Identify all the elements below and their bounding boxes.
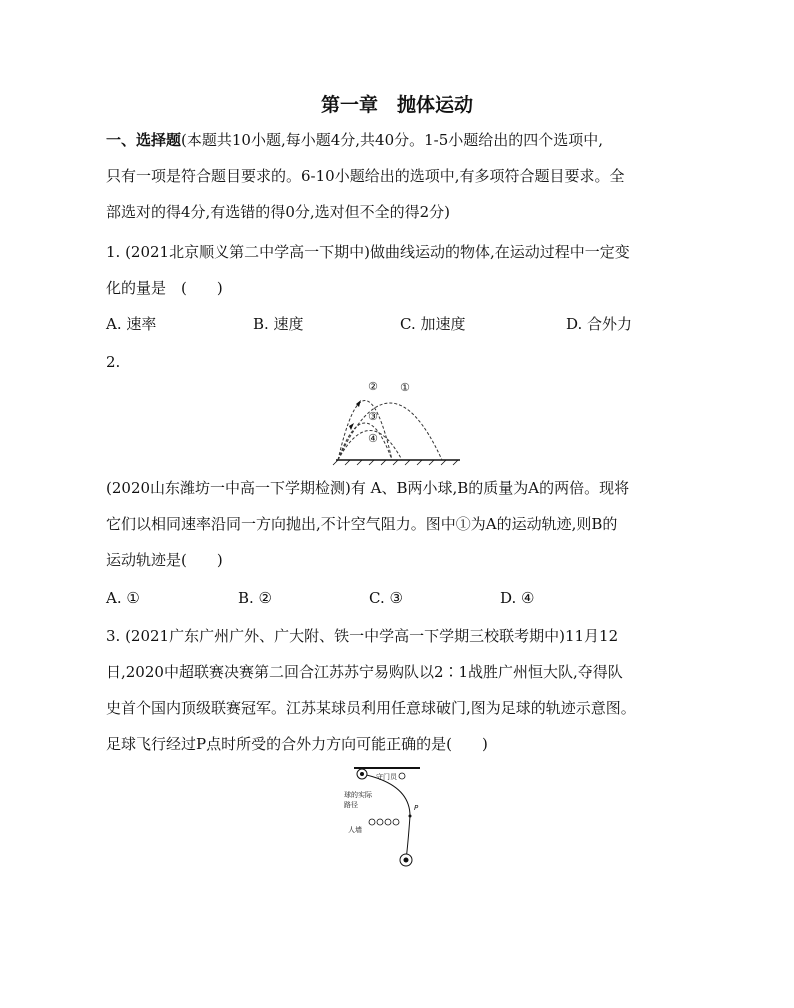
q2-number: 2. — [106, 353, 121, 371]
q3-point-label: P — [414, 804, 419, 812]
q2-label-1: ① — [400, 381, 410, 394]
q3-stem-1: 3. (2021广东广州广外、广大附、铁一中学高一下学期三校联考期中)11月12 — [106, 627, 619, 645]
q1-option-c: C. 加速度 — [400, 315, 466, 333]
q1-option-d: D. 合外力 — [566, 315, 633, 333]
section-heading: 一、选择题 — [106, 131, 182, 149]
q3-football-figure — [340, 764, 426, 870]
q2-option-b: B. ② — [238, 589, 273, 607]
q1-option-a: A. 速率 — [106, 315, 157, 333]
q3-stem-4: 足球飞行经过P点时所受的合外力方向可能正确的是( ) — [106, 735, 488, 753]
q3-goalkeeper-label: 守门员 — [376, 773, 397, 781]
q2-trajectory-figure — [330, 376, 464, 466]
q3-wall-label: 人墙 — [348, 826, 362, 834]
section-instructions-2: 只有一项是符合题目要求的。6-10小题给出的选项中,有多项符合题目要求。全 — [106, 167, 625, 185]
q3-path-label-1: 球的实际 — [344, 791, 372, 799]
q1-stem-2: 化的量是 ( ) — [106, 279, 223, 297]
q2-label-4: ④ — [368, 432, 378, 445]
q2-option-d: D. ④ — [500, 589, 535, 607]
q1-stem-1: 1. (2021北京顺义第二中学高一下期中)做曲线运动的物体,在运动过程中一定变 — [106, 243, 630, 261]
q2-stem-1: (2020山东潍坊一中高一下学期检测)有 A、B两小球,B的质量为A的两倍。现将 — [106, 479, 630, 497]
q2-stem-3: 运动轨迹是( ) — [106, 551, 223, 569]
q1-option-b: B. 速度 — [253, 315, 304, 333]
q2-option-a: A. ① — [106, 589, 140, 607]
q2-label-3: ③ — [368, 410, 378, 423]
q2-label-2: ② — [368, 380, 378, 393]
q2-stem-2: 它们以相同速率沿同一方向抛出,不计空气阻力。图中①为A的运动轨迹,则B的 — [106, 515, 618, 533]
q2-option-c: C. ③ — [369, 589, 403, 607]
section-instructions-1: (本题共10小题,每小题4分,共40分。1-5小题给出的四个选项中, — [181, 131, 604, 149]
q3-path-label-2: 路径 — [344, 801, 358, 809]
section-instructions-3: 部选对的得4分,有选错的得0分,选对但不全的得2分) — [106, 203, 451, 221]
q3-stem-3: 史首个国内顶级联赛冠军。江苏某球员利用任意球破门,图为足球的轨迹示意图。 — [106, 699, 636, 717]
section-heading-line — [106, 130, 603, 150]
chapter-title: 第一章 抛体运动 — [320, 94, 473, 116]
q3-stem-2: 日,2020中超联赛决赛第二回合江苏苏宁易购队以2∶1战胜广州恒大队,夺得队 — [106, 663, 623, 681]
